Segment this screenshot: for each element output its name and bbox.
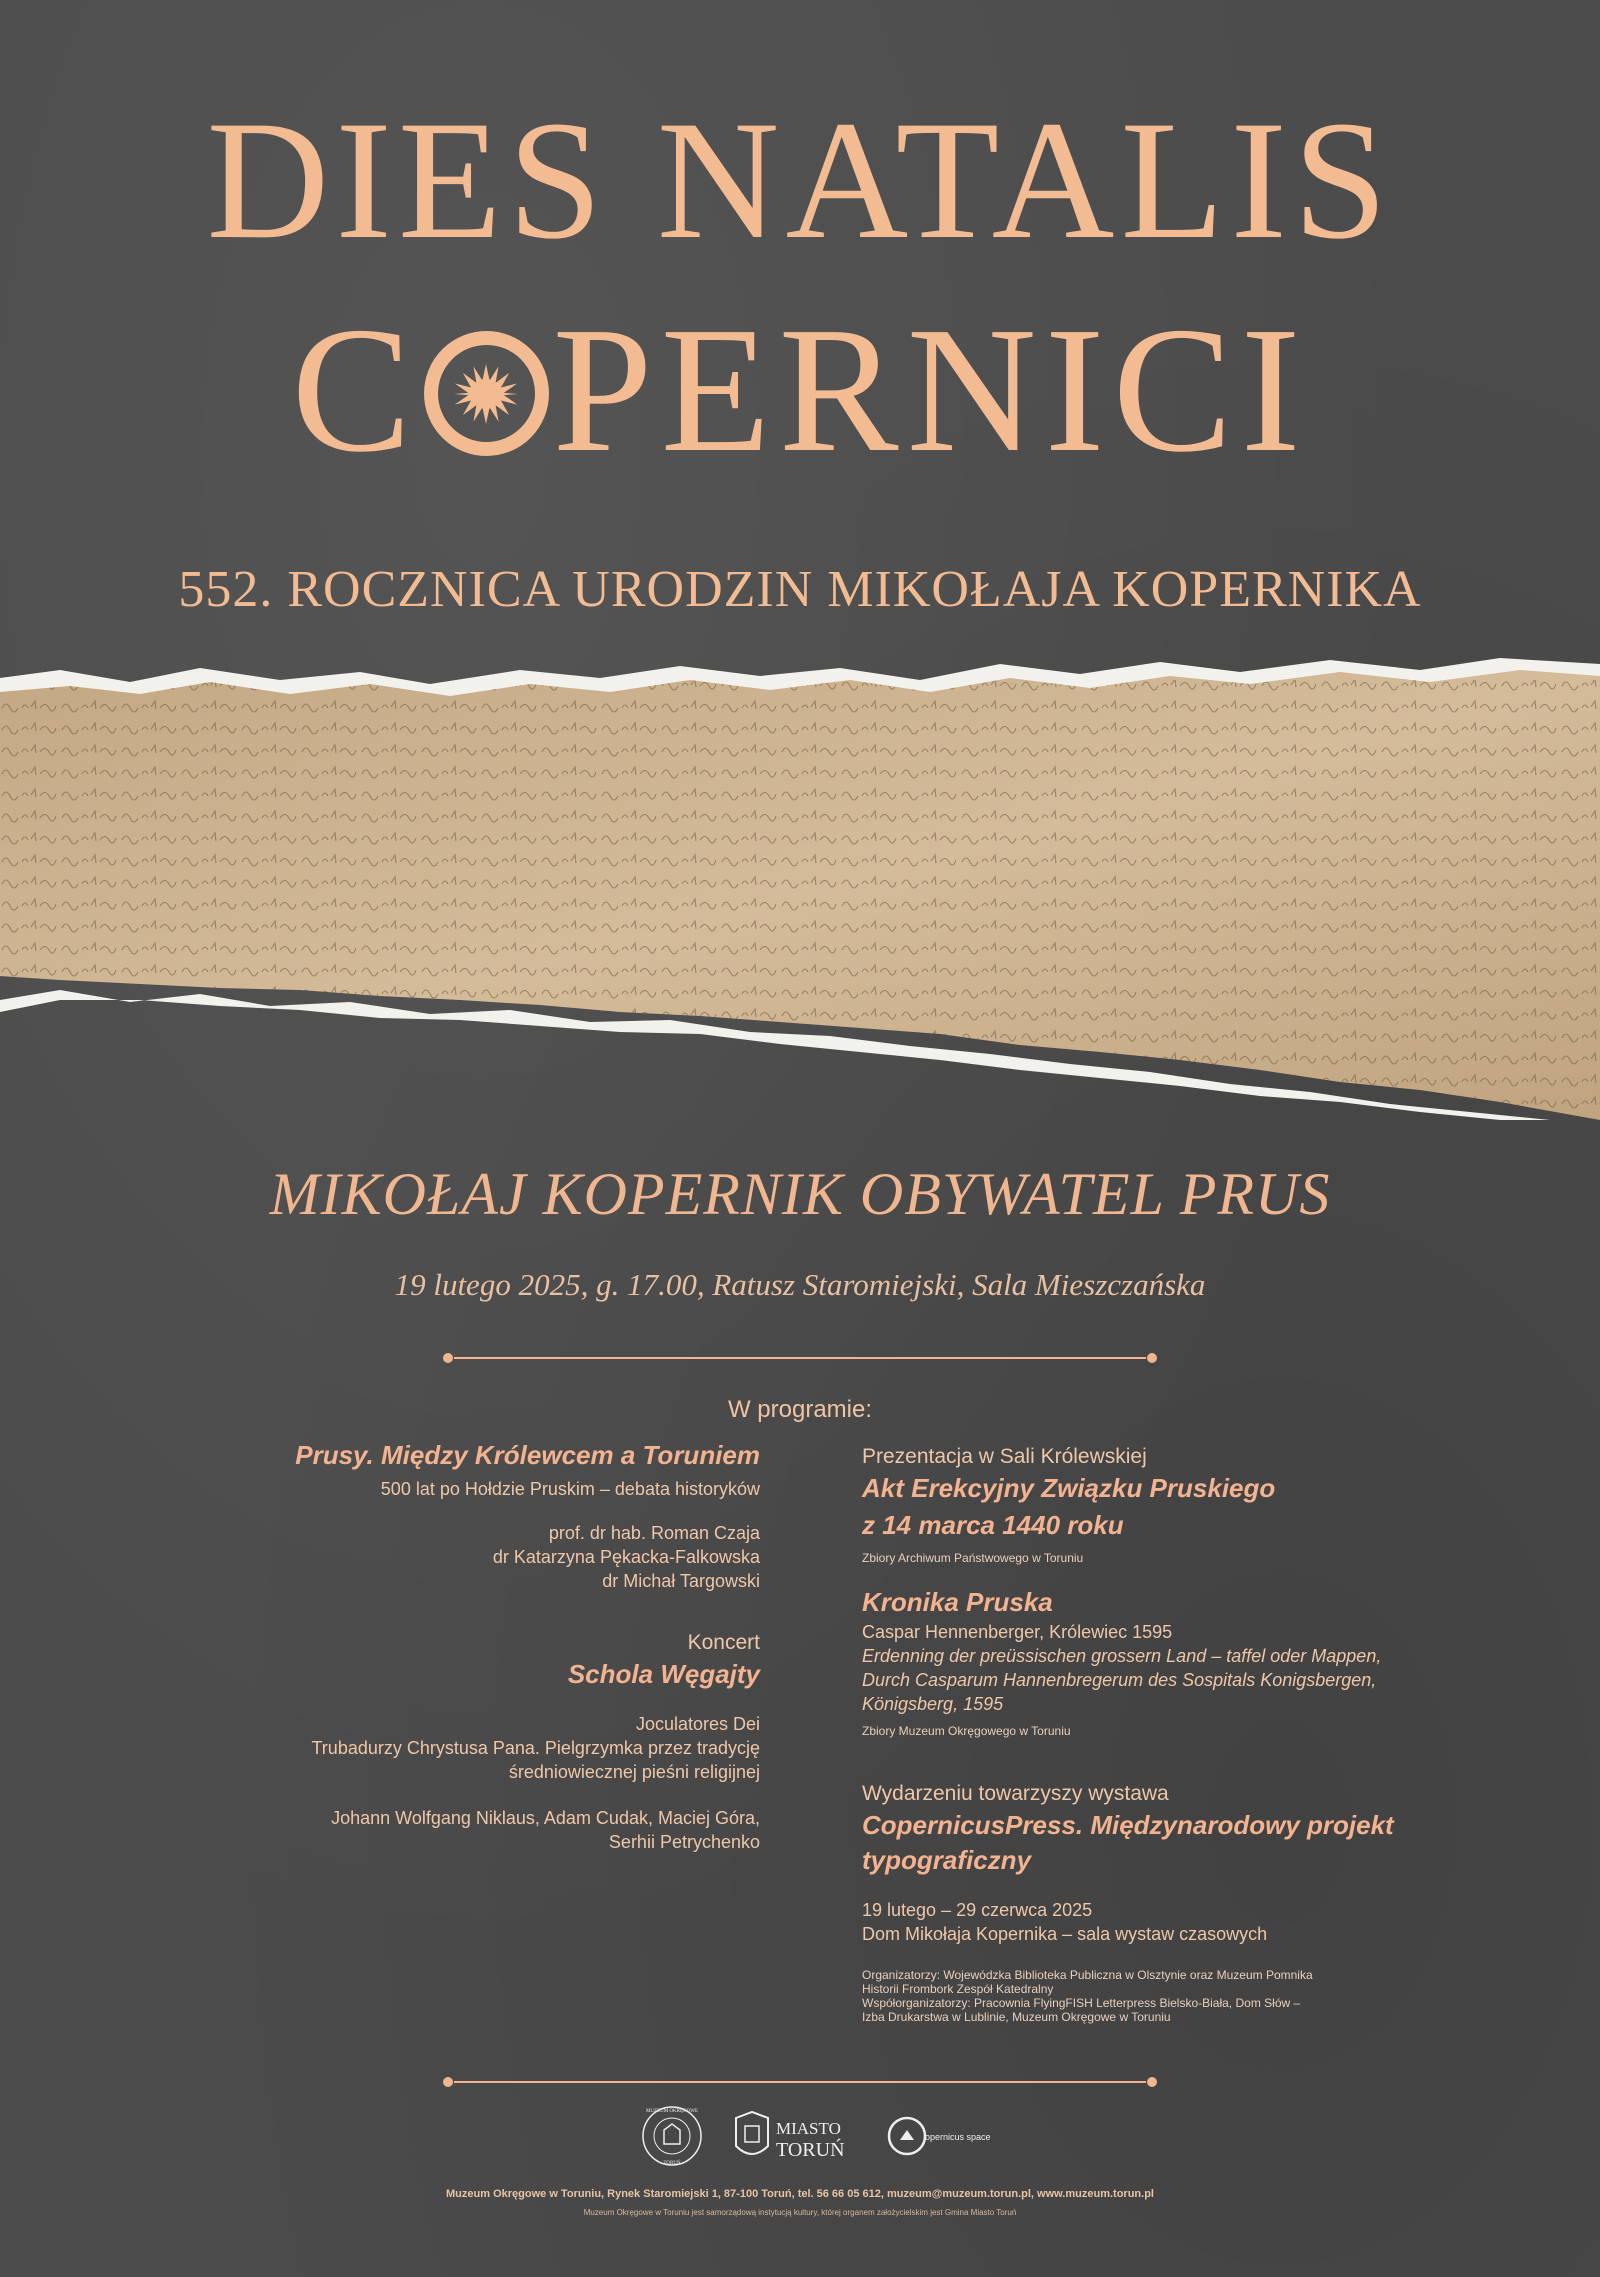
exhibition-title-line2: typograficzny <box>862 1845 1032 1875</box>
exhibition-place: Dom Mikołaja Kopernika – sala wystaw czasowych <box>862 1924 1268 1944</box>
concert-title: Schola Węgajty <box>567 1659 760 1689</box>
act-source: Zbiory Archiwum Państwowego w Toruniu <box>862 1551 1084 1565</box>
copernicus-space-text: opernicus space <box>925 2132 991 2142</box>
performers <box>150 1806 760 1854</box>
chronicle-line: Königsberg, 1595 <box>862 1694 1004 1714</box>
chronicle-line: Erdenning der preüssischen grossern Land – taffel oder Mappen, <box>862 1646 1382 1666</box>
subtitle: 552. ROCZNICA URODZIN MIKOŁAJA KOPERNIKA <box>178 561 1422 618</box>
title-letter-c: C <box>291 290 420 489</box>
museum-logo-text: MUZEUM OKRĘGOWE <box>645 2109 699 2114</box>
sun-icon <box>424 331 549 456</box>
program-heading: W programie: <box>727 1396 873 1423</box>
divider-top <box>440 1348 1160 1368</box>
concert-line: Trubadurzy Chrystusa Pana. Pielgrzymka przez tradycję <box>311 1738 760 1758</box>
museum-logo <box>640 2104 704 2168</box>
title-line-1: DIES NATALIS <box>206 86 1394 274</box>
event-date-place: 19 lutego 2025, g. 17.00, Ratusz Staromiejski, Sala Mieszczańska <box>394 1267 1206 1302</box>
chronicle-title: Kronika Pruska <box>862 1587 1053 1617</box>
organizers-line: Izba Drukarstwa w Lublinie, Muzeum Okręgowe w Toruniu <box>862 2010 1171 2024</box>
city-logo-line1: MIASTO <box>776 2119 841 2138</box>
exhibition-dates: 19 lutego – 29 czerwca 2025 <box>862 1900 1093 1920</box>
debate-title: Prusy. Między Królewcem a Toruniem <box>295 1440 760 1470</box>
act-title-line1: Akt Erekcyjny Związku Pruskiego <box>862 1473 1276 1503</box>
organizers <box>862 1968 1422 2024</box>
star-icon <box>443 2077 453 2087</box>
speaker-list <box>150 1521 760 1593</box>
footer-note: Muzeum Okręgowe w Toruniu jest samorządową instytucją kultury, której organem założycielskim jest Gmina Miasto Toruń <box>583 2208 1017 2217</box>
organizers-line: Historii Frombork Zespół Katedralny <box>862 1982 1054 1996</box>
footer-contact: Muzeum Okręgowe w Toruniu, Rynek Staromiejski 1, 87-100 Toruń, tel. 56 66 05 612, muzeum@muzeum.torun.pl, www.muzeum.torun.pl <box>446 2188 1154 2200</box>
chronicle-author: Caspar Hennenberger, Królewiec 1595 <box>862 1622 1173 1642</box>
title-letters-pernici: PERNICI <box>552 290 1309 489</box>
divider-bottom <box>440 2072 1160 2092</box>
title-line-2 <box>0 290 1600 489</box>
logos-row <box>0 2100 1600 2170</box>
chronicle-source: Zbiory Muzeum Okręgowego w Toruniu <box>862 1724 1071 1738</box>
museum-logo-text-bottom: TORUŃ <box>663 2161 681 2166</box>
chronicle-line: Durch Casparum Hannenbregerum des Sospitals Konigsbergen, <box>862 1670 1377 1690</box>
organizers-line: Współorganizatorzy: Pracownia FlyingFISH Letterpress Bielsko-Biała, Dom Słów – <box>862 1996 1301 2010</box>
star-icon <box>1147 1353 1157 1363</box>
exhibition-label: Wydarzeniu towarzyszy wystawa <box>862 1782 1169 1805</box>
speaker: prof. dr hab. Roman Czaja <box>548 1523 760 1543</box>
star-icon <box>443 1353 453 1363</box>
concert-label: Koncert <box>687 1631 760 1654</box>
performers-line: Serhii Petrychenko <box>608 1832 760 1852</box>
performers-line: Johann Wolfgang Niklaus, Adam Cudak, Maciej Góra, <box>331 1808 760 1828</box>
speaker: dr Katarzyna Pękacka-Falkowska <box>492 1547 760 1567</box>
act-title-line2: z 14 marca 1440 roku <box>862 1510 1124 1540</box>
presentation-label: Prezentacja w Sali Królewskiej <box>862 1445 1147 1468</box>
concert-line: Joculatores Dei <box>635 1714 760 1734</box>
program-right-column <box>862 1445 1422 2024</box>
torn-manuscript-image <box>0 650 1600 1120</box>
event-title: MIKOŁAJ KOPERNIK OBYWATEL PRUS <box>269 1161 1331 1227</box>
copernicus-space-logo <box>885 2108 1005 2168</box>
program-left-column <box>150 1440 760 1854</box>
star-icon <box>1147 2077 1157 2087</box>
concert-description <box>150 1712 760 1784</box>
city-torun-logo <box>730 2108 860 2168</box>
concert-line: średniowiecznej pieśni religijnej <box>508 1762 760 1782</box>
city-logo-line2: TORUŃ <box>776 2139 845 2161</box>
debate-subtitle: 500 lat po Hołdzie Pruskim – debata historyków <box>380 1479 760 1499</box>
speaker: dr Michał Targowski <box>602 1571 760 1591</box>
exhibition-title-line1: CopernicusPress. Międzynarodowy projekt <box>862 1810 1394 1840</box>
organizers-line: Organizatorzy: Wojewódzka Biblioteka Publiczna w Olsztynie oraz Muzeum Pomnika <box>862 1968 1313 1982</box>
